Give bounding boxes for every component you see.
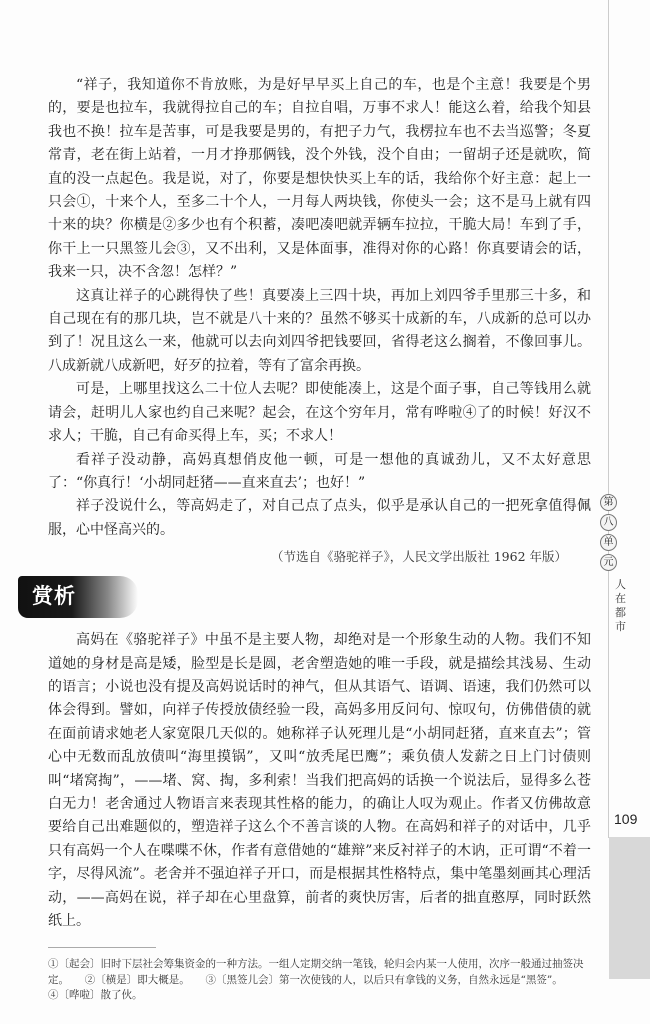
story-excerpt — [48, 74, 591, 542]
analysis-section — [48, 629, 591, 933]
story-paragraph: “祥子，我知道你不肯放账，为是好早早买上自己的车，也是个主意！我要是个男的，要是也拉车，我就得拉自己的车；自拉自唱，万事不求人！能这么着，给我个知县我也不换！拉车是苦事，可是我要是男的，有把子力气，我楞拉车也不去当巡警；冬夏常青，老在街上站着，一月才挣那俩钱，没个外钱，没个自由；一留胡子还是就吹，简直的没一点起色。我是说，对了，你要是想快快买上车的话，我给你个好主意：起上一只会①，十来个人，至多二十个人，一月每人两块钱，你使头一会；这不是马上就有四十来的块？你横是②多少也有个积蓄，凑吧凑吧就弄辆车拉拉，干脆大局！车到了手，你干上一只黑签儿会③，又不出利，又是体面事，准得对你的心路！你真要请会的话，我来一只，决不含忽！怎样？” — [48, 77, 591, 281]
unit-label — [600, 494, 617, 574]
unit-char: 第 — [600, 494, 617, 511]
section-heading-brush — [18, 576, 138, 618]
story-paragraph: 这真让祥子的心跳得快了些！真要凑上三四十块，再加上刘四爷手里那三十多，和自己现在有的那几块，岂不就是八十来的？虽然不够买十成新的车，八成新的总可以办到了！况且这么一来，他就可以去向刘四爷把钱要回，省得老这么搁着，不像回事儿。八成新就八成新吧，好歹的拉着，等有了富余再换。 — [48, 287, 591, 374]
analysis-paragraph: 高妈在《骆驼祥子》中虽不是主要人物，却绝对是一个形象生动的人物。我们不知道她的身材是高是矮，脸型是长是圆，老舍塑造她的唯一手段，就是描绘其浅易、生动的语言；小说也没有提及高妈说话时的神气，但从其语气、语调、语速，我们仍然可以体会得到。譬如，向祥子传授放债经验一段，高妈多用反问句、惊叹句，仿佛借债的就在面前请求她老人家宽限几天似的。她称祥子认死理儿是“小胡同赶猪，直来直去”；管心中无数而乱放债叫“海里摸锅”，又叫“放秃尾巴鹰”；乘负债人发薪之日上门讨债则叫“堵窝掏”，——堵、窝、掏，多利索！当我们把高妈的话换一个说法后，显得多么苍白无力！老舍通过人物语言来表现其性格的能力，的确让人叹为观止。作者又仿佛故意要给自己出难题似的，塑造祥子这么个不善言谈的人物。在高妈和祥子的对话中，几乎只有高妈一个人在喋喋不休，作者有意借她的“雄辩”来反衬祥子的木讷，正可谓“不着一字，尽得风流”。老舍并不强迫祥子开口，而是根据其性格特点，集中笔墨刻画其心理活动，——高妈在说，祥子却在心里盘算，前者的爽快厉害，后者的拙直憨厚，同时跃然纸上。 — [48, 632, 591, 929]
unit-char: 单 — [600, 534, 617, 551]
footnotes — [48, 957, 591, 1004]
footnote: ④〔哗啦〕散了伙。 — [48, 989, 143, 1002]
story-paragraph: 看祥子没动静，高妈真想俏皮他一顿，可是一想他的真诚劲儿，又不太好意思了：“你真行！‘小胡同赶猪——直来直去’；也好！” — [48, 451, 591, 491]
source-citation: （节选自《骆驼祥子》，人民文学出版社 1962 年版） — [270, 549, 567, 565]
footnote: ①〔起会〕旧时下层社会筹集资金的一种方法。一组人定期交纳一笔钱，轮归会内某一人使用，次序一般通过抽签决定。 ②〔横是〕即大概是。 ③〔黑签儿会〕第一次使钱的人，以后只有拿钱的义务，自然永远是“黑签”。 — [48, 958, 584, 986]
page-edge-tab — [609, 837, 650, 979]
text-column — [32, 0, 591, 1024]
section-heading: 赏析 — [32, 583, 76, 609]
unit-char: 八 — [600, 514, 617, 531]
margin-rule — [608, 0, 609, 838]
story-paragraph: 祥子没说什么，等高妈走了，对自己点了点头，似乎是承认自己的一把死拿值得佩服，心中怪高兴的。 — [48, 498, 591, 538]
footnote-divider — [48, 947, 156, 948]
page-number: 109 — [614, 811, 638, 827]
unit-theme: 人在都市 — [615, 578, 626, 633]
unit-char: 元 — [600, 554, 617, 571]
story-paragraph: 可是，上哪里找这么二十位人去呢？即使能凑上，这是个面子事，自己等钱用么就请会，赶明儿人家也约自己来呢？起会，在这个穷年月，常有哗啦④了的时候！好汉不求人；干脆，自己有命买得上车，买；不求人！ — [48, 381, 591, 445]
